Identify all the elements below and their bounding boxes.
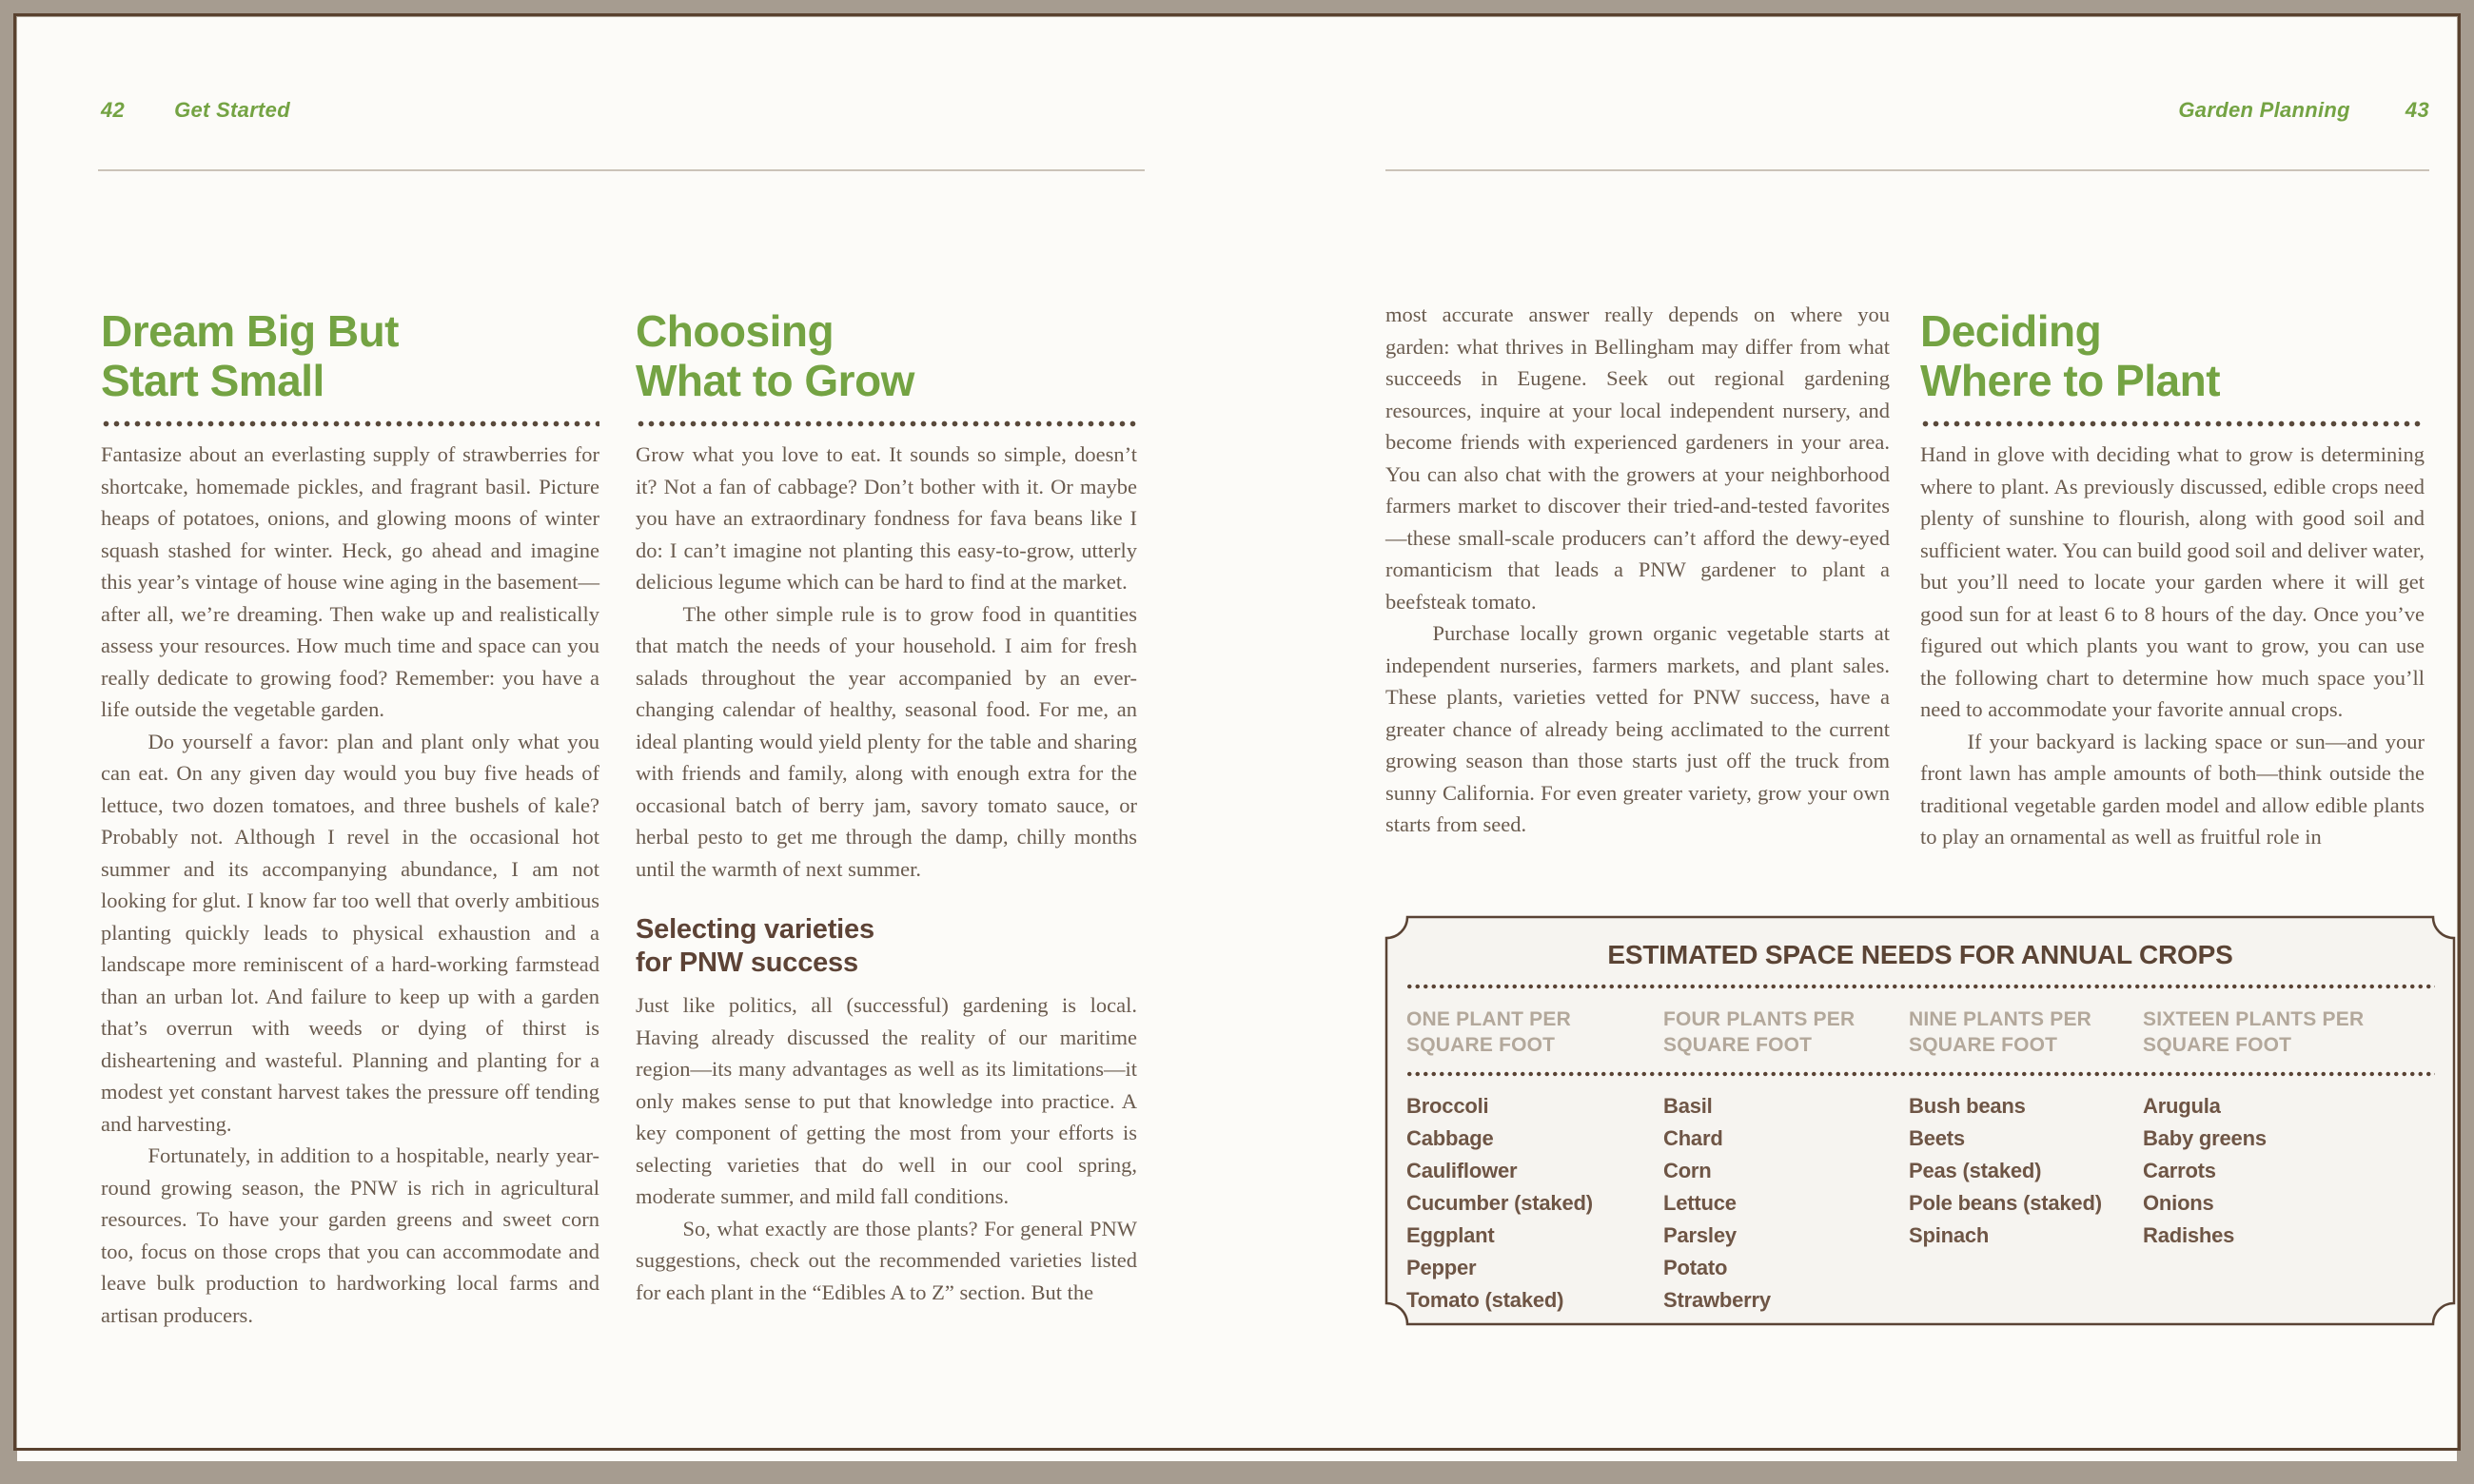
header-rule-left <box>98 169 1145 171</box>
subheading-selecting-varieties <box>636 913 1137 980</box>
paragraph: Fantasize about an everlasting supply of strawberries for shortcake, homemade pickles, and fragrant basil. Picture heaps of potatoes, onions, and glowing moons of winter squash stashed for winter. Heck, go ahead and imagine this year’s vintage of house wine aging in the basement—after all, we’re dreaming. Then wake up and realistically assess your resources. How much time and space can you really dedicate to growing food? Remember: you have a life outside the vegetable garden. <box>101 442 599 721</box>
running-head-right <box>1385 99 2429 122</box>
body-text <box>636 439 1137 885</box>
crop-item: Potato <box>1663 1256 1728 1279</box>
header-line: SQUARE FOOT <box>2143 1034 2292 1056</box>
crop-item: Cauliflower <box>1406 1159 1518 1182</box>
crops-table-title: ESTIMATED SPACE NEEDS FOR ANNUAL CROPS <box>1607 940 2233 969</box>
crops-list-one-plant <box>1406 1090 1663 1317</box>
crops-table-content <box>1384 940 2456 1317</box>
dotted-rule <box>1920 420 2425 427</box>
heading-line: Deciding <box>1920 306 2102 356</box>
crop-item: Baby greens <box>2143 1126 2267 1150</box>
header-line: SQUARE FOOT <box>1909 1034 2058 1056</box>
crop-item: Carrots <box>2143 1159 2216 1182</box>
crop-item: Tomato (staked) <box>1406 1288 1564 1312</box>
paragraph: If your backyard is lacking space or sun—and your front lawn has ample amounts of both—think outside the traditional vegetable garden model and allow edible plants to play an ornamental as well as fruitful role in <box>1920 729 2425 849</box>
running-head-left <box>101 99 290 122</box>
paragraph: Do yourself a favor: plan and plant only what you can eat. On any given day would you buy five heads of lettuce, two dozen tomatoes, and three bushels of kale? Probably not. Although I revel in the occasional hot summer and its accompanying abundance, I am not looking for glut. I know far too well that overly ambitious planting quickly leads to physical exhaustion and a landscape more reminiscent of a hard-working farmstead than an urban lot. And failure to keep up with a garden that’s overrun with weeds or dying of thirst is disheartening and wasteful. Planning and planting for a modest yet constant harvest takes the pressure off tending and harvesting. <box>101 729 599 1136</box>
column-continuation <box>1385 299 1890 841</box>
dotted-rule <box>1405 1071 2435 1077</box>
heading-line: Where to Plant <box>1920 356 2221 405</box>
paragraph: Hand in glove with deciding what to grow is determining where to plant. As previously discussed, edible crops need plenty of sunshine to flourish, along with good soil and sufficient water. You can build good soil and deliver water, but you’ll need to locate your garden where it will get good sun for at least 6 to 8 hours of the day. Once you’ve figured out which plants you want to grow, you can use the following chart to determine how much space you’ll need to accommodate your favorite annual crops. <box>1920 442 2425 721</box>
paragraph: most accurate answer really depends on where you garden: what thrives in Bellingham may differ from what succeeds in Eugene. Seek out regional gardening resources, inquire at your local independent nursery, and become friends with experienced gardeners in your area. You can also chat with the growers at your neighborhood farmers market to discover their tried-and-tested favorites—these small-scale producers can’t afford the dewy-eyed romanticism that leads a PNW gardener to plant a beefsteak tomato. <box>1385 303 1890 614</box>
dotted-rule <box>101 420 599 427</box>
dotted-rule <box>636 420 1137 427</box>
crop-item: Bush beans <box>1909 1094 2026 1118</box>
column-dream-big <box>101 306 599 1331</box>
crop-item: Basil <box>1663 1094 1713 1118</box>
page-paper <box>17 17 2457 1461</box>
crops-space-needs-table <box>1384 915 2456 1326</box>
page-number-right: 43 <box>2405 98 2429 122</box>
body-text <box>101 439 599 1331</box>
header-rule-right <box>1385 169 2429 171</box>
dotted-rule <box>1405 984 2435 989</box>
section-title-right: Garden Planning <box>2178 98 2350 122</box>
page-number-left: 42 <box>101 98 126 122</box>
column-header-one-plant <box>1406 1006 1663 1058</box>
paragraph: The other simple rule is to grow food in quantities that match the needs of your household. I aim for fresh salads throughout the year accompanied by an ever-changing calendar of healthy, seasonal food. For me, an ideal planting would yield plenty for the table and sharing with friends and family, along with enough extra for the occasional batch of berry jam, savory tomato sauce, or herbal pesto to get me through the damp, chilly months until the warmth of next summer. <box>636 601 1137 881</box>
paragraph: Grow what you love to eat. It sounds so simple, doesn’t it? Not a fan of cabbage? Don’t bother with it. Or maybe you have an extraordinary fondness for fava beans like I do: I can’t imagine not planting this easy-to-grow, utterly delicious legume which can be hard to find at the market. <box>636 442 1137 594</box>
paragraph: Just like politics, all (successful) gardening is local. Having already discussed the reality of our maritime region—its many advantages as well as its limitations—it only makes sense to put that knowledge into practice. A key component of getting the most from your efforts is selecting varieties that do well in our cool spring, moderate summer, and mild fall conditions. <box>636 993 1137 1208</box>
column-deciding <box>1920 306 2425 853</box>
crop-item: Spinach <box>1909 1223 1990 1247</box>
crop-item: Cucumber (staked) <box>1406 1191 1593 1215</box>
header-line: NINE PLANTS PER <box>1909 1008 2092 1030</box>
crops-table-headers <box>1406 1006 2456 1058</box>
crop-item: Eggplant <box>1406 1223 1495 1247</box>
body-text <box>1920 439 2425 853</box>
crops-list-nine-plants <box>1909 1090 2143 1317</box>
column-header-sixteen-plants <box>2143 1006 2456 1058</box>
paragraph: Fortunately, in addition to a hospitable, nearly year-round growing season, the PNW is rich in agricultural resources. To have your garden greens and sweet corn too, focus on those crops that you can accommodate and leave bulk production to hardworking local farms and artisan producers. <box>101 1143 599 1327</box>
header-line: SQUARE FOOT <box>1406 1034 1556 1056</box>
crop-item: Peas (staked) <box>1909 1159 2042 1182</box>
body-text <box>1385 299 1890 841</box>
column-header-four-plants <box>1663 1006 1909 1058</box>
crops-list-four-plants <box>1663 1090 1909 1317</box>
header-line: SIXTEEN PLANTS PER <box>2143 1008 2365 1030</box>
crop-item: Beets <box>1909 1126 1965 1150</box>
crop-item: Chard <box>1663 1126 1723 1150</box>
crop-item: Pole beans (staked) <box>1909 1191 2102 1215</box>
header-line: FOUR PLANTS PER <box>1663 1008 1856 1030</box>
crop-item: Pepper <box>1406 1256 1477 1279</box>
crop-item: Parsley <box>1663 1223 1737 1247</box>
crop-item: Radishes <box>2143 1223 2235 1247</box>
heading-line: Start Small <box>101 356 324 405</box>
crop-item: Broccoli <box>1406 1094 1489 1118</box>
heading-line: Dream Big But <box>101 306 399 356</box>
crop-item: Arugula <box>2143 1094 2221 1118</box>
paragraph: Purchase locally grown organic vegetable starts at independent nurseries, farmers markets, and plant sales. These plants, varieties vetted for PNW success, have a greater chance of already being acclimated to the current growing season than those starts just off the truck from sunny California. For even greater variety, grow your own starts from seed. <box>1385 621 1890 836</box>
crop-item: Corn <box>1663 1159 1712 1182</box>
column-choosing <box>636 306 1137 1308</box>
crop-item: Strawberry <box>1663 1288 1771 1312</box>
header-line: SQUARE FOOT <box>1663 1034 1813 1056</box>
crops-list-sixteen-plants <box>2143 1090 2456 1317</box>
subheading-line: for PNW success <box>636 947 858 978</box>
crop-item: Lettuce <box>1663 1191 1737 1215</box>
subheading-line: Selecting varieties <box>636 914 874 945</box>
column-header-nine-plants <box>1909 1006 2143 1058</box>
section-title-left: Get Started <box>174 98 290 122</box>
heading-line: What to Grow <box>636 356 914 405</box>
paragraph: So, what exactly are those plants? For general PNW suggestions, check out the recommended varieties listed for each plant in the “Edibles A to Z” section. But the <box>636 1216 1137 1304</box>
crops-table-body <box>1406 1090 2456 1317</box>
section-heading-dream-big <box>101 306 599 405</box>
heading-line: Choosing <box>636 306 834 356</box>
crop-item: Onions <box>2143 1191 2214 1215</box>
body-text <box>636 989 1137 1308</box>
header-line: ONE PLANT PER <box>1406 1008 1571 1030</box>
section-heading-choosing <box>636 306 1137 405</box>
crop-item: Cabbage <box>1406 1126 1494 1150</box>
section-heading-deciding <box>1920 306 2425 405</box>
